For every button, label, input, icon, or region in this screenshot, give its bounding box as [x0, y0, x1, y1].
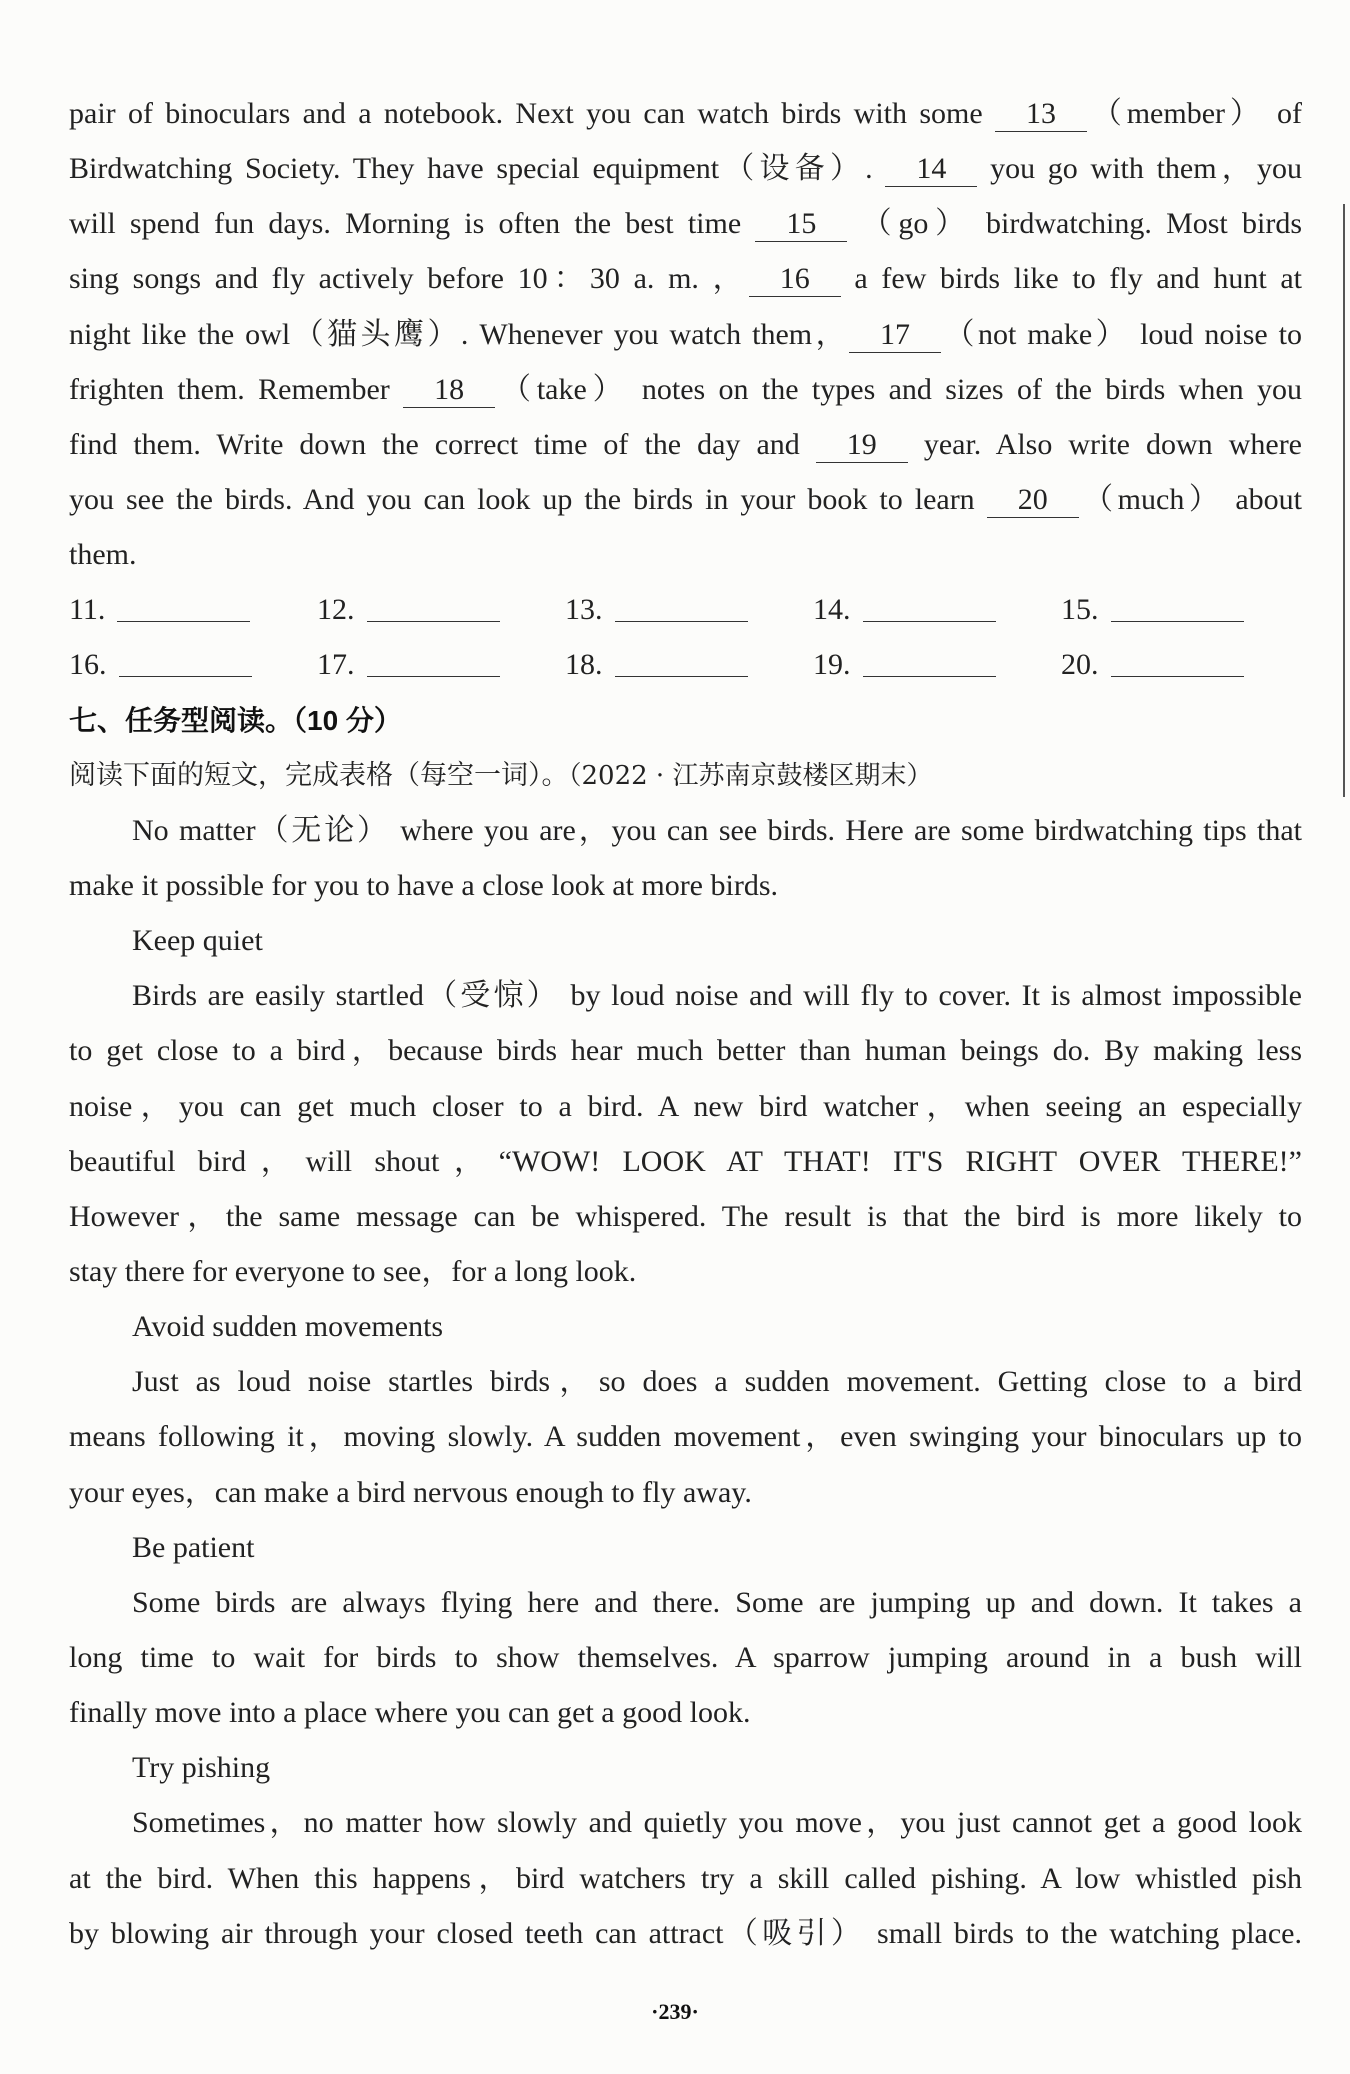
answer-number: 18.	[565, 648, 603, 682]
answer-blank-line	[615, 676, 748, 677]
tip-title-keep-quiet: Keep quiet	[132, 924, 263, 958]
blank-19: 19	[816, 428, 908, 463]
answer-blank-line	[117, 621, 250, 622]
answer-blank-line	[1111, 676, 1244, 677]
passage-line: However，the same message can be whispered. The result is that the bird is more likely to	[69, 1199, 1302, 1233]
blank-18: 18	[403, 373, 495, 408]
page-content	[69, 86, 1302, 1961]
answer-number: 11.	[69, 593, 106, 627]
answer-item-11	[69, 582, 317, 637]
passage-line: at the bird. When this happens，bird watchers try a skill called pishing. A low whistled pish	[69, 1861, 1302, 1895]
passage-line: Just as loud noise startles birds，so does a sudden movement. Getting close to a bird	[132, 1365, 1302, 1399]
blank-20: 20	[987, 483, 1079, 518]
answer-blank-line	[367, 676, 500, 677]
answer-number: 20.	[1061, 648, 1099, 682]
passage-line: finally move into a place where you can get a good look.	[69, 1696, 751, 1730]
answer-number: 15.	[1061, 593, 1099, 627]
line-text: year. Also write down where	[907, 427, 1302, 461]
cloze-line	[69, 251, 1302, 306]
instruction-text: 阅读下面的短文，完成表格（每空一词）。	[69, 759, 569, 790]
answer-blank-line	[367, 621, 500, 622]
line-text: sing songs and fly actively before 10：30 a. m. ，	[69, 262, 749, 296]
tip-title-be-patient: Be patient	[132, 1530, 255, 1564]
line-text: frighten them. Remember	[69, 372, 404, 406]
line-text: （much） about	[1078, 482, 1302, 516]
answer-blank-line	[863, 621, 996, 622]
answer-item-18	[565, 637, 813, 692]
line-text: Birdwatching Society. They have special equipment（设备）.	[69, 152, 886, 186]
answer-number: 17.	[317, 648, 355, 682]
blank-15: 15	[755, 207, 847, 242]
cloze-line	[69, 362, 1302, 417]
line-text: pair of binoculars and a notebook. Next you can watch birds with some	[69, 97, 996, 130]
answer-item-15	[1061, 582, 1302, 637]
answer-item-16	[69, 637, 317, 692]
tip-title-avoid-sudden-movements: Avoid sudden movements	[132, 1310, 444, 1344]
passage-line: stay there for everyone to see，for a long look.	[69, 1254, 637, 1288]
cloze-line	[69, 86, 1302, 141]
page-number: ·239·	[651, 1999, 699, 2024]
line-text: you go with them，you	[977, 152, 1302, 186]
cloze-line	[69, 141, 1302, 196]
line-text: will spend fun days. Morning is often the best time	[69, 207, 756, 241]
answer-number: 14.	[813, 593, 851, 627]
answer-item-19	[813, 637, 1061, 692]
cloze-line	[69, 417, 1302, 472]
answer-item-14	[813, 582, 1061, 637]
cloze-line	[69, 307, 1302, 362]
section-heading: 七、任务型阅读。（10 分）	[69, 704, 402, 736]
passage-line: No matter（无论） where you are，you can see birds. Here are some birdwatching tips that	[132, 813, 1302, 847]
cloze-line	[69, 472, 1302, 527]
answer-item-12	[317, 582, 565, 637]
answer-blank-line	[615, 621, 748, 622]
passage-line: make it possible for you to have a close look at more birds.	[69, 868, 778, 902]
page-edge-line	[1343, 204, 1345, 797]
answer-blank-line	[1111, 621, 1244, 622]
answer-item-13	[565, 582, 813, 637]
passage-line: Birds are easily startled（受惊） by loud noise and will fly to cover. It is almost impossible	[132, 979, 1302, 1013]
line-text: （go） birdwatching. Most birds	[847, 207, 1302, 241]
line-text: （not make） loud noise to	[941, 317, 1302, 351]
answer-row	[69, 637, 1302, 692]
line-text: night like the owl（猫头鹰）. Whenever you watch them，	[69, 317, 850, 351]
answer-item-17	[317, 637, 565, 692]
passage-line: long time to wait for birds to show themselves. A sparrow jumping around in a bush will	[69, 1640, 1302, 1674]
blank-16: 16	[749, 262, 841, 297]
line-text: you see the birds. And you can look up the birds in your book to learn	[69, 482, 987, 516]
line-text: a few birds like to fly and hunt at	[840, 262, 1302, 296]
passage-line: noise，you can get much closer to a bird. A new bird watcher，when seeing an especially	[69, 1089, 1302, 1123]
blank-17: 17	[849, 318, 941, 353]
passage-line: to get close to a bird，because birds hear much better than human beings do. By making less	[69, 1034, 1302, 1068]
answer-number: 19.	[813, 648, 851, 682]
passage-line: Some birds are always flying here and there. Some are jumping up and down. It takes a	[132, 1585, 1302, 1619]
source-note: （2022 · 江苏南京鼓楼区期末）	[568, 760, 933, 791]
passage-line: your eyes，can make a bird nervous enough to fly away.	[69, 1475, 752, 1509]
answer-number: 12.	[317, 593, 355, 627]
section-instruction	[69, 748, 1302, 803]
cloze-line: them.	[69, 538, 137, 572]
tip-title-try-pishing: Try pishing	[132, 1751, 271, 1785]
passage-line: means following it，moving slowly. A sudden movement，even swinging your binoculars up to	[69, 1420, 1302, 1454]
answer-number: 16.	[69, 648, 107, 682]
passage-line: beautiful bird，will shout，“WOW! LOOK AT THAT! IT'S RIGHT OVER THERE!”	[69, 1144, 1302, 1178]
answer-number: 13.	[565, 593, 603, 627]
answer-item-20	[1061, 637, 1302, 692]
blank-13: 13	[995, 97, 1087, 132]
line-text: （member） of	[1087, 97, 1302, 130]
blank-14: 14	[885, 152, 977, 187]
line-text: find them. Write down the correct time of the day and	[69, 427, 816, 461]
line-text: （take） notes on the types and sizes of the birds when you	[495, 372, 1302, 406]
passage-line: Sometimes，no matter how slowly and quietly you move，you just cannot get a good look	[132, 1806, 1302, 1840]
answer-blank-line	[863, 676, 996, 677]
cloze-line	[69, 196, 1302, 251]
passage-line: by blowing air through your closed teeth can attract（吸引） small birds to the watching place.	[69, 1916, 1302, 1950]
answer-row	[69, 582, 1302, 637]
answer-blank-line	[119, 676, 252, 677]
